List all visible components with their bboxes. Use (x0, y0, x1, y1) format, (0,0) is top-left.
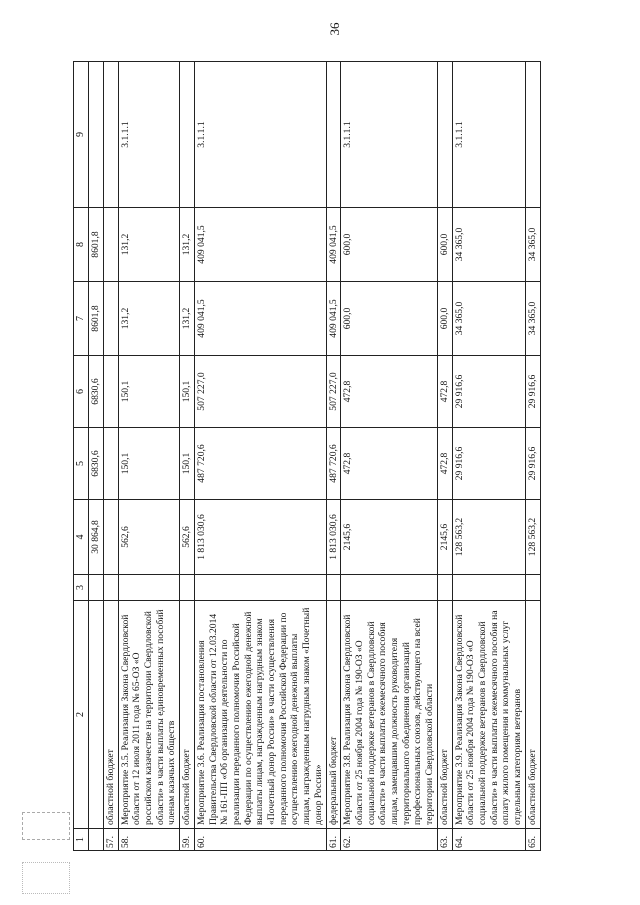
table-row (452, 62, 525, 851)
table-cell (103, 500, 118, 575)
table-row (341, 62, 438, 851)
table-cell: 3.1.1.1 (341, 62, 438, 208)
table-row (103, 62, 118, 851)
header-cell: 4 (74, 500, 89, 575)
header-cell: 6 (74, 356, 89, 428)
table-cell: 131,2 (118, 208, 180, 282)
table-cell: 131,2 (180, 208, 195, 282)
header-cell: 1 (74, 829, 89, 851)
table-cell: 8601,8 (89, 282, 104, 356)
table-cell: Мероприятие 3.9. Реализация Закона Свердловской области от 25 ноября 2004 года № 190-ОЗ «О социальной поддержке ветеранов в Свердловской области» в части выплаты ежемесячного пособия на оплату жилого помещения и коммунальных услуг отдельным категориям ветеранов (452, 601, 525, 829)
table-cell: областной бюджет (525, 601, 540, 829)
table-cell (180, 62, 195, 208)
table-cell: 58. (118, 829, 180, 851)
table-cell: 34 365,0 (452, 282, 525, 356)
table-cell: 29 916,6 (452, 428, 525, 500)
table-cell: областной бюджет (103, 601, 118, 829)
table-cell (103, 62, 118, 208)
table-cell: 2145,6 (341, 500, 438, 575)
header-cell: 7 (74, 282, 89, 356)
table-cell: 57. (103, 829, 118, 851)
table-row (118, 62, 180, 851)
table-cell: 150,1 (180, 428, 195, 500)
table-cell: 61. (326, 829, 341, 851)
table-cell: областной бюджет (180, 601, 195, 829)
table-cell: 63. (437, 829, 452, 851)
table-cell: 472,8 (341, 428, 438, 500)
page-number-text: 36 (327, 22, 342, 36)
table-cell: 409 041,5 (326, 208, 341, 282)
table-cell: 30 864,8 (89, 500, 104, 575)
rotated-table-container (73, 62, 603, 851)
table-cell (452, 575, 525, 601)
table-cell (437, 62, 452, 208)
table-cell: 507 227,0 (194, 356, 326, 428)
table-cell: 409 041,5 (194, 282, 326, 356)
table-cell (118, 575, 180, 601)
table-cell: 150,1 (118, 428, 180, 500)
table-cell: 128 563,2 (452, 500, 525, 575)
table-cell: 3.1.1.1 (194, 62, 326, 208)
table-cell (525, 62, 540, 208)
table-cell (89, 575, 104, 601)
table-cell: 562,6 (180, 500, 195, 575)
table-cell: 29 916,6 (525, 356, 540, 428)
table-row (525, 62, 540, 851)
table-cell: 562,6 (118, 500, 180, 575)
table-cell (341, 575, 438, 601)
table-cell: 600,0 (341, 208, 438, 282)
table-cell: 62. (341, 829, 438, 851)
table-cell: 29 916,6 (452, 356, 525, 428)
table-cell: федеральный бюджет (326, 601, 341, 829)
table-cell: Мероприятие 3.5. Реализация Закона Свердловской области от 12 июля 2011 года № 65-ОЗ «О российском казачестве на территории Свердловской области» в части выплаты единовременных пособий членам казачьих обществ (118, 601, 180, 829)
table-cell (89, 601, 104, 829)
margin-stamp (22, 812, 70, 840)
table-cell: 150,1 (118, 356, 180, 428)
header-row (74, 62, 89, 851)
table-cell: 507 227,0 (326, 356, 341, 428)
table-cell: 600,0 (437, 208, 452, 282)
header-cell: 3 (74, 575, 89, 601)
page-number (300, 0, 370, 64)
table-cell: 472,8 (437, 356, 452, 428)
table-cell: 34 365,0 (452, 208, 525, 282)
table-row (326, 62, 341, 851)
table-cell: 6830,6 (89, 356, 104, 428)
table-cell: 6830,6 (89, 428, 104, 500)
table-cell: 3.1.1.1 (118, 62, 180, 208)
table-cell: 150,1 (180, 356, 195, 428)
table-cell: 472,8 (341, 356, 438, 428)
table-cell (437, 575, 452, 601)
table-row (437, 62, 452, 851)
table-cell (525, 575, 540, 601)
table-cell: 60. (194, 829, 326, 851)
table-cell: 600,0 (341, 282, 438, 356)
table-cell: 487 720,6 (194, 428, 326, 500)
header-cell: 5 (74, 428, 89, 500)
table-cell: 65. (525, 829, 540, 851)
table-cell: 64. (452, 829, 525, 851)
header-cell: 9 (74, 62, 89, 208)
table-cell (103, 282, 118, 356)
table-cell (103, 356, 118, 428)
table-cell: 34 365,0 (525, 208, 540, 282)
table-cell (89, 829, 104, 851)
table-cell: 409 041,5 (326, 282, 341, 356)
table-cell (89, 62, 104, 208)
table-cell: 409 041,5 (194, 208, 326, 282)
table-cell: 29 916,6 (525, 428, 540, 500)
table-cell (326, 575, 341, 601)
table-row (180, 62, 195, 851)
table-cell: 128 563,2 (525, 500, 540, 575)
table-cell: Мероприятие 3.6. Реализация постановления Правительства Свердловской области от 12.03.2014 № 161-ПП «Об организации деятельности по реализации переданного полномочия Российской Федерации по осуществлению ежегодной денежной выплаты лицам, награжденным нагрудным знаком «Почетный донор России» в части осуществления переданного полномочия Российской Федерации по осуществлению ежегодной денежной выплаты лицам, награжденным нагрудным знаком «Почетный донор России» (194, 601, 326, 829)
table-cell (194, 575, 326, 601)
table-row (194, 62, 326, 851)
table-cell (103, 208, 118, 282)
table-cell: областной бюджет (437, 601, 452, 829)
budget-table (73, 61, 541, 851)
table-cell: 600,0 (437, 282, 452, 356)
table-cell: 131,2 (180, 282, 195, 356)
table-cell: 1 813 030,6 (326, 500, 341, 575)
table-cell: 487 720,6 (326, 428, 341, 500)
table-cell (103, 575, 118, 601)
header-cell: 8 (74, 208, 89, 282)
table-cell: 131,2 (118, 282, 180, 356)
table-cell (180, 575, 195, 601)
table-cell: 8601,8 (89, 208, 104, 282)
table-cell: 472,8 (437, 428, 452, 500)
margin-stamp (22, 862, 70, 894)
table-cell: Мероприятие 3.8. Реализация Закона Свердловской области от 25 ноября 2004 года № 190-ОЗ «О социальной поддержке ветеранов в Свердловской области» в части выплаты ежемесячного пособия лицам, замещавшим должность руководителя территориального объединения организаций профессиональных союзов, действующего на всей территории Свердловской области (341, 601, 438, 829)
table-row (89, 62, 104, 851)
table-cell: 3.1.1.1 (452, 62, 525, 208)
header-cell: 2 (74, 601, 89, 829)
table-cell (326, 62, 341, 208)
table-cell: 1 813 030,6 (194, 500, 326, 575)
table-cell: 59. (180, 829, 195, 851)
table-cell: 2145,6 (437, 500, 452, 575)
table-cell (103, 428, 118, 500)
table-cell: 34 365,0 (525, 282, 540, 356)
